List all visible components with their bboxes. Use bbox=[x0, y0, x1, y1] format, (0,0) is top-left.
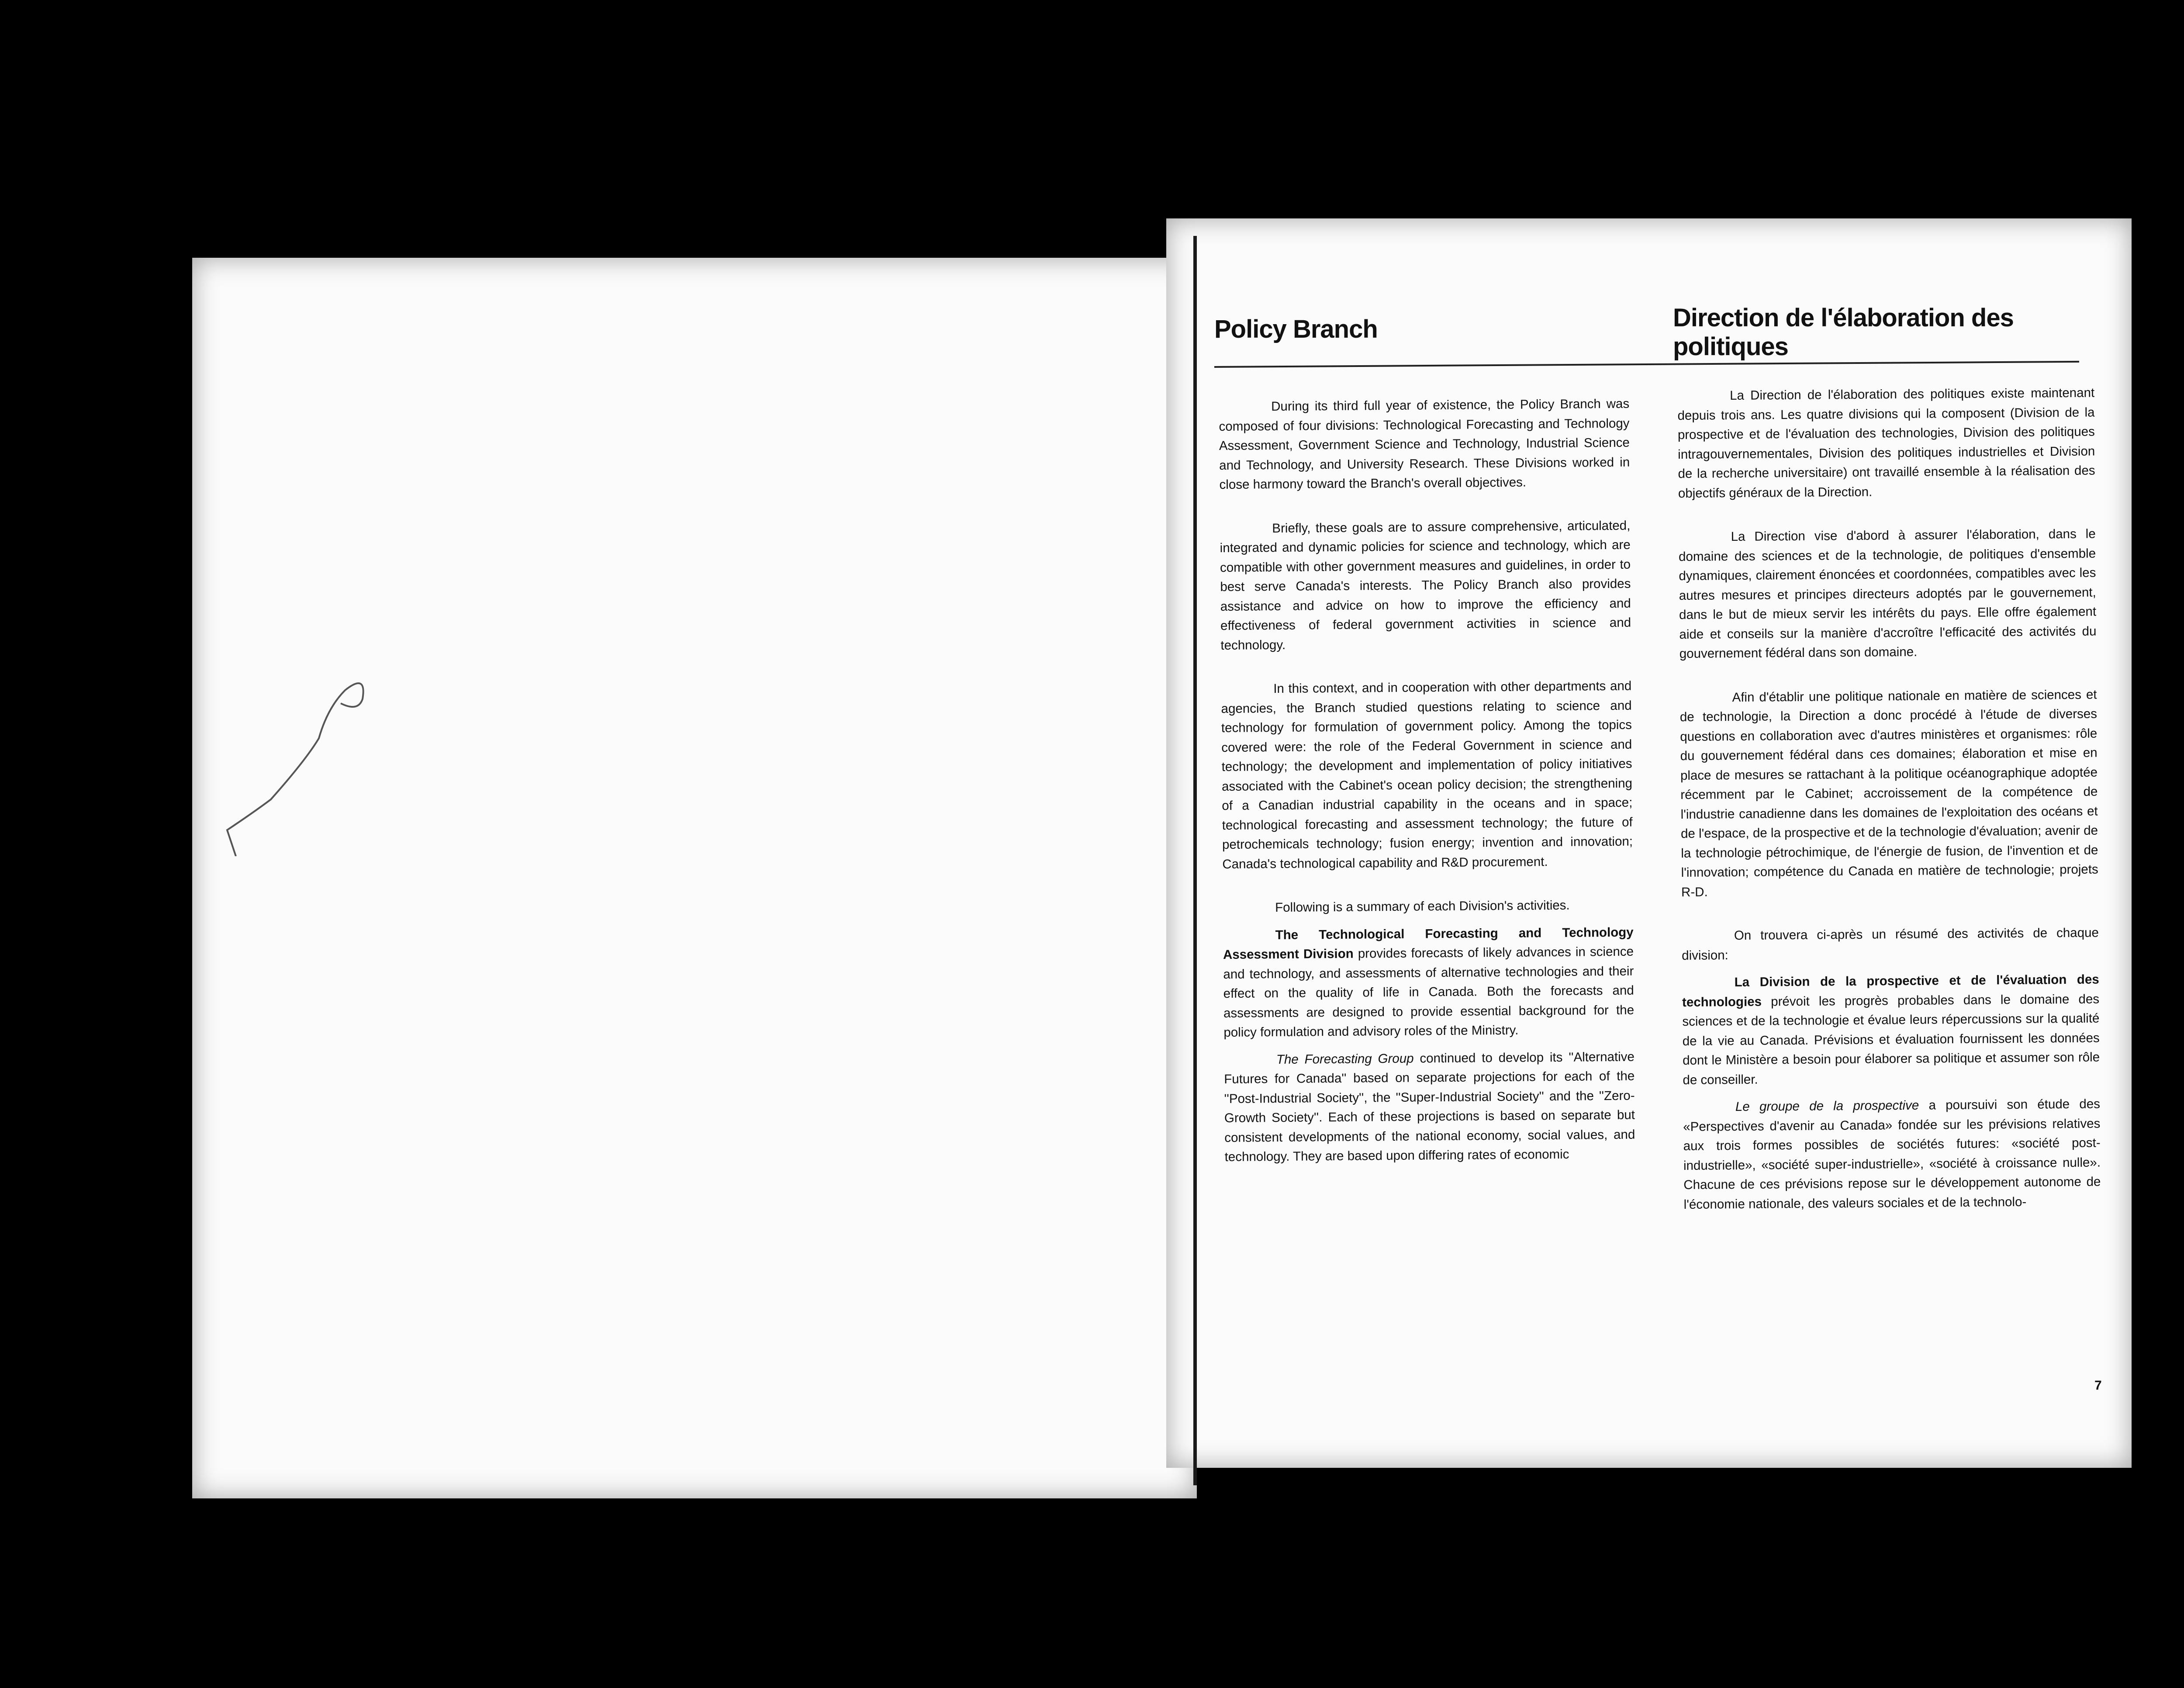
fr-group-name: Le groupe de la prospective bbox=[1735, 1098, 1919, 1114]
en-paragraph-division: The Technological Forecasting and Technology Assessment Division provides forecasts of likely advances in science and technology, and assessments of alternative technologies and their effect on the quality of life in Canada. Both the forecasts and assessments are designed to provide essential background for the policy formulation and advisory roles of the Ministry. bbox=[1223, 925, 1635, 1040]
en-paragraph-summary: Following is a summary of each Division's activities. bbox=[1275, 898, 1570, 915]
pen-scribble-mark bbox=[218, 655, 446, 856]
fr-paragraph-division: La Division de la prospective et de l'évaluation des technologies prévoit les progrès probables dans le domaine des sciences et de la technologie et évalue leurs répercussions sur la qualité de la vie au Canada. Prévisions et évaluation fournissent les données dont le Ministère a besoin pour élaborer sa politique et assumer son rôle de conseiller. bbox=[1682, 972, 2100, 1087]
english-column bbox=[1219, 394, 1635, 1192]
page-number: 7 bbox=[2094, 1378, 2102, 1393]
fr-paragraph-summary: On trouvera ci-après un résumé des activités de chaque division: bbox=[1682, 925, 2099, 963]
en-paragraph-intro: During its third full year of existence, the Policy Branch was composed of four divisions: Technological Forecasting and Technology Assessment, Government Science and Technology, Industrial Science and Technology, and University Research. These Divisions worked in close harmony toward the Branch's overall objectives. bbox=[1219, 396, 1630, 492]
fr-paragraph-context: Afin d'établir une politique nationale en matière de sciences et de technologie, la Direction a donc procédé à l'étude de diverses questions en collaboration avec d'autres ministères et organismes: rôle du gouvernement fédéral dans ces domaines; élaboration et mise en place de mesures se rattachant à la politique océanographique adoptée récemment par le Cabinet; accroissement de la compétence de l'industrie canadienne dans les domaines de l'exploitation des océans et de l'espace, de la prospective et de la technologie d'évaluation; avenir de la technologie pétrochimique, de l'énergie de fusion, de l'invention et de l'innovation; compétence du Canada en matière de technologie; projets R-D. bbox=[1679, 687, 2098, 899]
en-division-name: The Technological Forecasting and Technology Assessment Division bbox=[1223, 925, 1634, 962]
fr-paragraph-intro: La Direction de l'élaboration des politiques existe maintenant depuis trois ans. Les quatre divisions qui la composent (Division de la prospective et de l'évaluation des technologies, Division des politiques intragouvernementales, Division des politiques industrielles et Division de la recherche universitaire) ont travaillé ensemble à la réalisation des objectifs généraux de la Direction. bbox=[1677, 385, 2095, 501]
french-column bbox=[1677, 383, 2101, 1238]
fr-paragraph-forecasting: Le groupe de la prospective a poursuivi son étude des «Perspectives d'avenir au Canada» fondée sur les prévisions relatives aux trois formes possibles de sociétés futures: «société post-industrielle», «société super-industrielle», «société à croissance nulle». Chacune de ces prévisions repose sur le développement autonome de l'économie nationale, des valeurs sociales et de la technolo- bbox=[1683, 1097, 2101, 1212]
en-paragraph-context: In this context, and in cooperation with other departments and agencies, the Branch studied questions relating to science and technology for formulation of government policy. Among the topics covered were: the role of the Federal Government in science and technology; the development and implementation of policy initiatives associated with the Cabinet's ocean policy decision; the strengthening of a Canadian industrial capability in the oceans and in space; technological forecasting and assessment technology; the future of petrochemicals technology; fusion energy; invention and innovation; Canada's technological capability and R&D procurement. bbox=[1221, 678, 1633, 872]
fr-paragraph-goals: La Direction vise d'abord à assurer l'élaboration, dans le domaine des sciences et de la technologie, de politiques d'ensemble dynamiques, clairement énoncées et coordonnées, compatibles avec les autres mesures et principes directeurs adoptés par le gouvernement, dans le but de mieux servir les intérêts du pays. Elle offre également aide et conseils sur la manière d'accroître l'efficacité des activités du gouvernement fédéral dans son domaine. bbox=[1678, 526, 2097, 661]
left-page-blank bbox=[192, 258, 1197, 1498]
heading-french: Direction de l'élaboration des politiques bbox=[1673, 304, 2014, 361]
page-gutter bbox=[1193, 236, 1197, 1485]
fr-division-name: La Division de la prospective et de l'évaluation des technologies bbox=[1682, 972, 2099, 1010]
en-paragraph-forecasting: The Forecasting Group continued to develop its ''Alternative Futures for Canada'' based on separate projections for each of the ''Post-Industrial Society'', the ''Super-Industrial Society'' and the ''Zero-Growth Society''. Each of these projections is based on separate but consistent developments of the national economy, social values, and technology. They are based upon differing rates of economic bbox=[1224, 1049, 1635, 1164]
heading-english: Policy Branch bbox=[1214, 315, 1378, 343]
en-paragraph-goals: Briefly, these goals are to assure comprehensive, articulated, integrated and dynamic policies for science and technology, which are compatible with other government measures and guidelines, in order to best serve Canada's interests. The Policy Branch also provides assistance and advice on how to improve the efficiency and effectiveness of federal government activities in science and technology. bbox=[1220, 518, 1631, 653]
en-group-name: The Forecasting Group bbox=[1276, 1051, 1414, 1067]
